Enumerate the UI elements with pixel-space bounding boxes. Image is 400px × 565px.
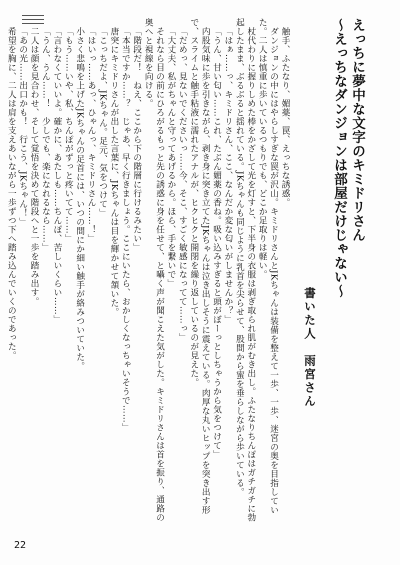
body-paragraph: 唐突にキミドリさんが出した言葉に、JKちゃんは目を輝かせて頷いた。 — [108, 26, 119, 317]
body-paragraph: 「こっちだよ、JKちゃん。足元、気をつけて」 — [97, 26, 108, 218]
body-paragraph: ダンジョンの中にはやらしすぎな罠が沢山。キミドリさんとJKちゃんは装備を整えて一歩、一歩、迷宮の奥を目指していた。二人は慎重に歩いているつもりでも、どこか足取りは軽い。 — [257, 18, 279, 515]
page-number: 22 — [14, 540, 27, 551]
body-paragraph: 「うん、うん……！ 少しでも、楽になれるなら……」 — [40, 26, 51, 252]
body-paragraph: 杖代わりに握りしめた棒をかざして光を灯すと、下半身の衣服は剥ぎ取られ肌がむき出し。ふたなりちんぽはガチガチに勃起したまま、ぶるぶると揺れている。JKちゃんも同じように乳首を尖らせて、股間から蜜を垂らしながら歩いている。 — [234, 18, 256, 522]
story-title: えっちに夢中な文字のキミドリさん — [349, 18, 365, 242]
body-paragraph: 触手、ふたなり、媚薬、罠、えっちな誘惑。 — [280, 26, 290, 207]
body-paragraph: 小さく悲鳴を上げたJKちゃんの足首には、いつの間にか細い触手が絡みついていた。 — [74, 26, 85, 371]
body-paragraph: 「うん、甘い匂い……これ、たぶん媚薬の香ね。吸い込みすぎると頭がぼーっとしちゃうから気をつけて」 — [211, 26, 222, 459]
body-paragraph: 二人は顔を見合わせ、そして覚悟を決めて階段へと一歩を踏み出す。 — [29, 26, 40, 306]
body-paragraph: 「あの光……出口かも！ 行こう、JKちゃん！」 — [17, 26, 28, 227]
body-paragraph: 希望を胸に、二人は肩を支えあいながら一歩ずつ下へ踏み込んでいくのであった。 — [6, 26, 17, 360]
body-paragraph: それなら目の前にひろがるもっと先の誘惑に身を任せて、と囁く声が聞こえた気がした。キミドリさんは首を振り、通路の奥へと視線を向ける。 — [143, 18, 165, 522]
body-paragraph: 「本当ですか……？ じゃあ、早く行きましょう。ここにいたら、おかしくなっちゃいそうで……」 — [120, 26, 131, 432]
author-credit: 書いた人 雨宮さん — [303, 287, 317, 409]
body-paragraph: 「言わなくていいよ。確かに、あたしも……ちんぽ、苦しいくらい……」 — [51, 26, 62, 324]
story-body — [6, 18, 290, 530]
body-paragraph: 「階段だ！ ねえ、ここから下の階層に行けるみたい」 — [131, 26, 142, 252]
body-paragraph: 「もう……いや、私、ちんぽがずっと疼いてて……」 — [63, 26, 74, 243]
body-paragraph: 「はぁ……っ、キミドリさん、ここ、なんだか変な匂いがしませんか？」 — [222, 26, 233, 324]
body-paragraph: 「大丈夫、私がちゃんと守ってあげるから。ほら、手を繋いで」 — [165, 26, 176, 288]
story-subtitle: 〜えっちなダンジョンは部屋だけじゃない〜 — [331, 18, 347, 298]
body-paragraph: 「だめっ、見ないでくださいっ……今、そこ、すごく敏感になってて……っ」 — [177, 26, 188, 342]
body-paragraph: 内股気味に歩を引きながら、剥き身に突き立てたJKちゃんは泣き出しそうに震えている。肉厚な丸いヒップを突き出す形で、スライムと触手粘液に濡れたアナルが、ヒクヒクと開閉を繰り返しているのが見えた。 — [188, 18, 211, 515]
body-paragraph: 「はいっ……あっ、ひゃんっ、キミドリさん……！」 — [86, 26, 97, 243]
